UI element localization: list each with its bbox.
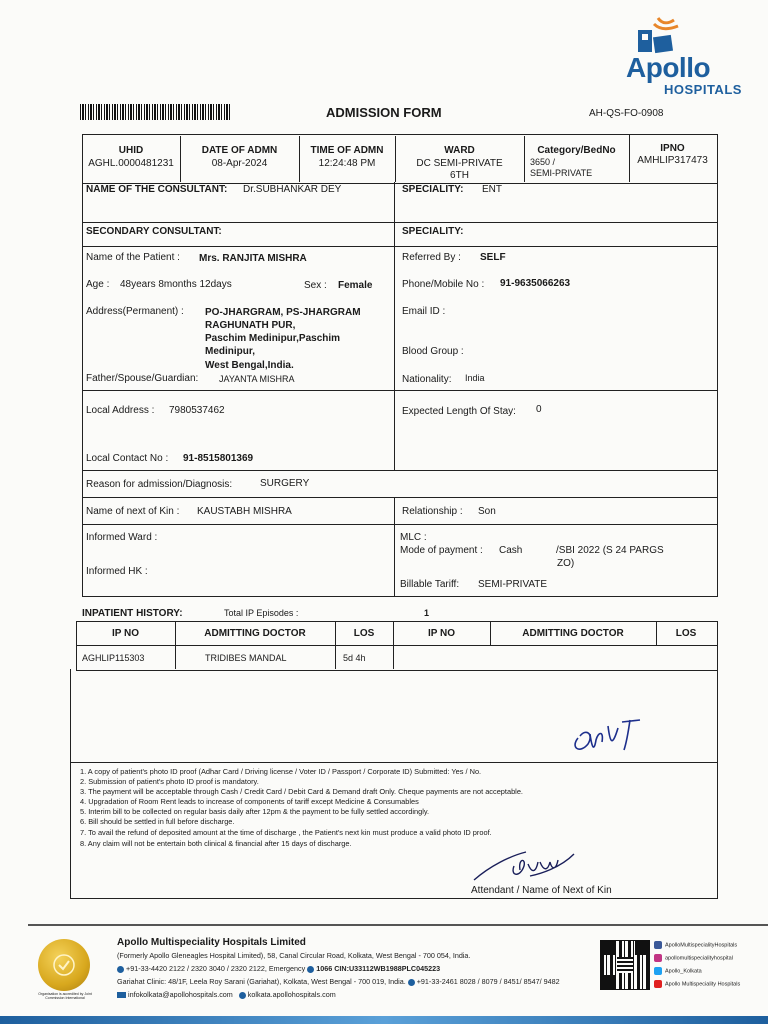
social-youtube[interactable]: Apollo Multispeciality Hospitals: [654, 980, 740, 988]
ipno-label: IPNO: [660, 143, 685, 154]
reason-label: Reason for admission/Diagnosis:: [86, 479, 233, 490]
secondary-speciality-label: SPECIALITY:: [402, 226, 464, 237]
payment-note-line2: ZO): [557, 558, 575, 569]
brand-name: Apollo: [626, 52, 711, 83]
instagram-icon: [654, 954, 662, 962]
guardian-value: JAYANTA MISHRA: [219, 374, 295, 384]
phone-icon: [117, 966, 124, 973]
qr-code[interactable]: [600, 940, 650, 990]
nationality-label: Nationality:: [402, 374, 452, 385]
footer-line3: [117, 977, 560, 986]
attendant-label: Attendant / Name of Next of Kin: [471, 885, 612, 896]
col-doctor: ADMITTING DOCTOR: [204, 628, 306, 639]
secondary-consultant-label: SECONDARY CONSULTANT:: [86, 226, 222, 237]
history-row-doctor: TRIDIBES MANDAL: [205, 653, 287, 663]
attendant-signature: [470, 846, 580, 886]
age-label: Age :: [86, 279, 110, 290]
form-code: AH-QS-FO-0908: [589, 108, 664, 119]
phone-icon: [408, 979, 415, 986]
consultant-label: NAME OF THE CONSULTANT:: [86, 184, 228, 195]
tariff-label: Billable Tariff:: [400, 579, 460, 590]
footer-line1: (Formerly Apollo Gleneagles Hospital Limited), 58, Canal Circular Road, Kolkata, West Bengal - 700 054, India.: [117, 951, 471, 960]
time-value: 12:24:48 PM: [318, 158, 376, 169]
patient-name-label: Name of the Patient :: [86, 252, 180, 263]
ward-line1: DC SEMI-PRIVATE: [416, 158, 503, 169]
referred-label: Referred By :: [402, 252, 461, 263]
patient-signature: [566, 708, 666, 758]
payment-value: Cash: [499, 545, 523, 556]
term-item: 3. The payment will be acceptable through Cash / Credit Card / Debit Card & Demand draft Only. Cheque payments are not acceptable.: [80, 787, 523, 796]
referred-value: SELF: [480, 252, 506, 263]
col-ipno-2: IP NO: [427, 628, 456, 639]
form-title: ADMISSION FORM: [326, 105, 442, 120]
youtube-icon: [654, 980, 662, 988]
kin-value: KAUSTABH MISHRA: [197, 506, 292, 517]
payment-note-line1: /SBI 2022 (S 24 PARGS: [556, 545, 664, 556]
ipno-value: AMHLIP317473: [637, 155, 708, 166]
history-title: INPATIENT HISTORY:: [82, 608, 183, 619]
reason-value: SURGERY: [260, 478, 310, 489]
date-label: DATE OF ADMN: [201, 145, 278, 156]
speciality-label: SPECIALITY:: [402, 184, 464, 195]
informed-ward-label: Informed Ward :: [86, 532, 158, 543]
term-item: 6. Bill should be settled in full before discharge.: [80, 817, 235, 826]
relationship-label: Relationship :: [402, 506, 463, 517]
blood-label: Blood Group :: [402, 346, 464, 357]
local-address-value: 7980537462: [169, 405, 225, 416]
informed-hk-label: Informed HK :: [86, 566, 148, 577]
term-item: 5. Interim bill to be collected on regular basis daily after 12pm & the payment to be fully settled accordingly.: [80, 807, 430, 816]
footer-phone: +91-33-4420 2122 / 2320 3040 / 2320 2122, Emergency: [126, 964, 306, 973]
payment-label: Mode of payment :: [400, 545, 483, 556]
ward-label: WARD: [444, 145, 475, 156]
address-line5: West Bengal,India.: [205, 360, 294, 371]
apollo-logo: [622, 14, 752, 98]
history-row-los: 5d 4h: [343, 653, 366, 663]
stay-label: Expected Length Of Stay:: [402, 406, 516, 417]
social-facebook[interactable]: ApolloMultispecialityHospitals: [654, 941, 737, 949]
col-los: LOS: [353, 628, 375, 639]
ward-line2: 6TH: [450, 170, 469, 181]
local-contact-value: 91-8515801369: [183, 453, 254, 464]
footer-clinic: Gariahat Clinic: 48/1F, Leela Roy Sarani (Gariahat), Kolkata, West Bengal - 700 019, India.: [117, 977, 406, 986]
social-twitter[interactable]: Apollo_Kolkata: [654, 967, 702, 975]
footer-clinic-phone: +91-33-2461 8028 / 8079 / 8451/ 8547/ 9482: [416, 977, 560, 986]
uhid-value: AGHL.0000481231: [88, 158, 174, 169]
col-doctor-2: ADMITTING DOCTOR: [522, 628, 624, 639]
seal-caption: Organisation is accredited by Joint Commission International: [38, 992, 92, 1000]
consultant-name: Dr.SUBHANKAR DEY: [243, 184, 342, 195]
footer-email[interactable]: infokolkata@apollohospitals.com: [128, 990, 233, 999]
address-line2: RAGHUNATH PUR,: [205, 320, 296, 331]
brand-sub: HOSPITALS: [664, 82, 742, 97]
seal-check-icon: [52, 953, 76, 977]
col-los-2: LOS: [675, 628, 697, 639]
guardian-label: Father/Spouse/Guardian:: [86, 373, 199, 384]
kin-label: Name of next of Kin :: [86, 506, 180, 517]
col-ipno: IP NO: [111, 628, 140, 639]
patient-name: Mrs. RANJITA MISHRA: [199, 253, 307, 264]
footer-cin: 1066 CIN:U33112WB1988PLC045223: [316, 964, 441, 973]
uhid-label: UHID: [118, 145, 144, 156]
age-value: 48years 8months 12days: [120, 279, 232, 290]
globe-icon: [239, 992, 246, 999]
tariff-value: SEMI-PRIVATE: [478, 579, 548, 590]
date-value: 08-Apr-2024: [211, 158, 268, 169]
nationality-value: India: [465, 373, 485, 383]
term-item: 7. To avail the refund of deposited amount at the time of discharge , the Patient's next kin must produce a valid photo ID proof.: [80, 828, 492, 837]
episodes-value: 1: [424, 608, 430, 618]
category-line1: 3650 /: [530, 157, 556, 167]
address-line3: Paschim Medinipur,Paschim: [205, 333, 341, 344]
history-row-ipno: AGHLIP115303: [82, 653, 145, 663]
address-label: Address(Permanent) :: [86, 306, 184, 317]
footer-divider: [28, 924, 768, 926]
footer-company: Apollo Multispeciality Hospitals Limited: [117, 937, 306, 948]
footer-line4: [117, 990, 336, 999]
local-address-label: Local Address :: [86, 405, 155, 416]
sex-value: Female: [338, 280, 373, 291]
social-instagram[interactable]: apollomultispecialityhospital: [654, 954, 733, 962]
footer-bottom-bar: [0, 1016, 768, 1024]
local-contact-label: Local Contact No :: [86, 453, 169, 464]
mail-icon: [117, 992, 126, 998]
term-item: 4. Upgradation of Room Rent leads to increase of components of tariff except Medicine & Consumables: [80, 797, 419, 806]
address-line4: Medinipur,: [205, 346, 255, 357]
phone-value: 91-9635066263: [500, 278, 571, 289]
term-item: 1. A copy of patient's photo ID proof (Adhar Card / Driving license / Voter ID / Passport / Corporate ID) Submitted: Yes / No.: [80, 767, 482, 776]
category-label: Category/BedNo: [537, 145, 616, 156]
relationship-value: Son: [478, 506, 496, 517]
sex-label: Sex :: [304, 280, 327, 291]
episodes-label: Total IP Episodes :: [224, 608, 299, 618]
category-line2: SEMI-PRIVATE: [530, 168, 593, 178]
jci-seal: [38, 939, 90, 991]
twitter-icon: [654, 967, 662, 975]
mlc-label: MLC :: [400, 532, 427, 543]
term-item: 8. Any claim will not be entertain both clinical & financial after 15 days of discharge.: [80, 839, 352, 848]
emergency-icon: [307, 966, 314, 973]
facebook-icon: [654, 941, 662, 949]
footer-web[interactable]: kolkata.apollohospitals.com: [247, 990, 336, 999]
address-line1: PO-JHARGRAM, PS-JHARGRAM: [205, 307, 361, 318]
barcode: [80, 104, 232, 120]
stay-value: 0: [536, 404, 542, 415]
footer-line2: [117, 964, 440, 973]
speciality-value: ENT: [482, 184, 502, 195]
time-label: TIME OF ADMN: [310, 145, 384, 156]
email-label: Email ID :: [402, 306, 446, 317]
term-item: 2. Submission of patient's photo ID proof is mandatory.: [80, 777, 259, 786]
phone-label: Phone/Mobile No :: [402, 279, 485, 290]
